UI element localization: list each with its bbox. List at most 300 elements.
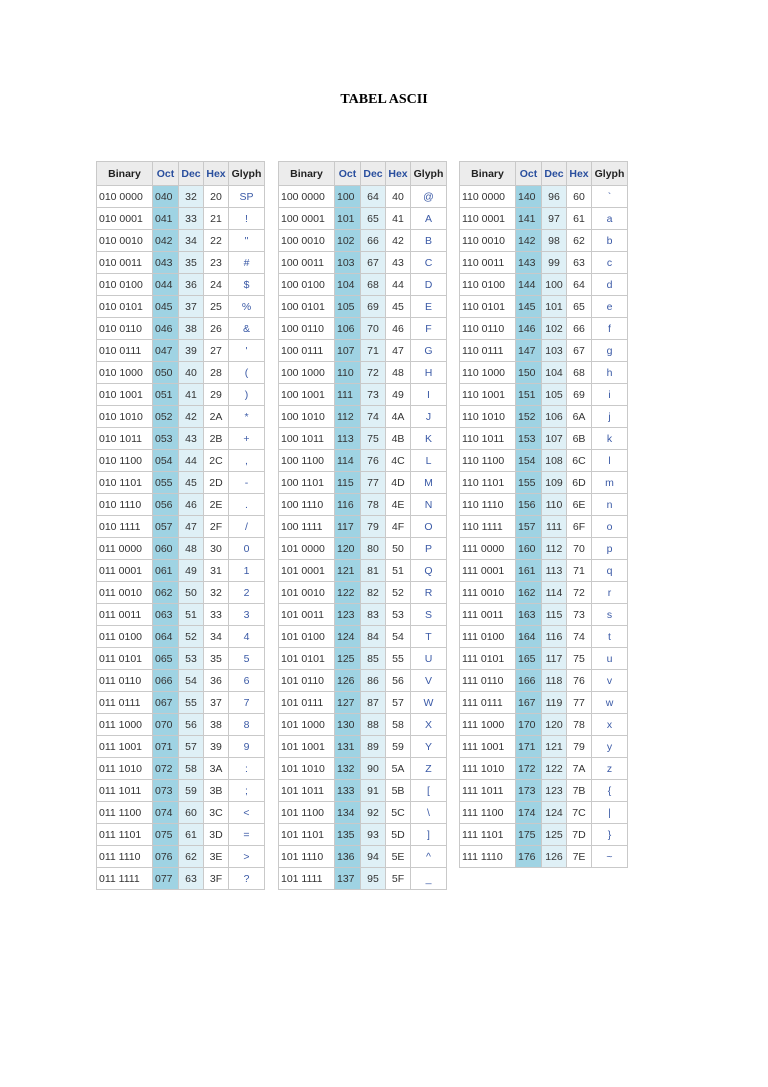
glyph-cell: E xyxy=(411,296,447,318)
table-row xyxy=(460,692,628,714)
binary-cell: 110 0011 xyxy=(460,252,516,274)
table-row xyxy=(97,340,265,362)
dec-cell: 55 xyxy=(179,692,204,714)
binary-cell: 110 0100 xyxy=(460,274,516,296)
table-row xyxy=(97,714,265,736)
binary-cell: 010 1010 xyxy=(97,406,153,428)
dec-cell: 83 xyxy=(361,604,386,626)
oct-cell: 112 xyxy=(335,406,361,428)
glyph-cell: ] xyxy=(411,824,447,846)
hex-cell: 76 xyxy=(567,670,592,692)
glyph-cell: p xyxy=(592,538,628,560)
oct-cell: 141 xyxy=(516,208,542,230)
dec-cell: 119 xyxy=(542,692,567,714)
oct-cell: 060 xyxy=(153,538,179,560)
binary-cell: 011 0111 xyxy=(97,692,153,714)
oct-cell: 100 xyxy=(335,186,361,208)
dec-cell: 66 xyxy=(361,230,386,252)
hex-cell: 28 xyxy=(204,362,229,384)
dec-cell: 125 xyxy=(542,824,567,846)
hex-cell: 4E xyxy=(386,494,411,516)
header-oct: Oct xyxy=(335,162,361,186)
binary-cell: 110 0101 xyxy=(460,296,516,318)
table-row xyxy=(97,252,265,274)
dec-cell: 93 xyxy=(361,824,386,846)
hex-cell: 66 xyxy=(567,318,592,340)
binary-cell: 101 0100 xyxy=(279,626,335,648)
binary-cell: 110 0010 xyxy=(460,230,516,252)
table-row xyxy=(460,560,628,582)
binary-cell: 110 1101 xyxy=(460,472,516,494)
hex-cell: 53 xyxy=(386,604,411,626)
dec-cell: 90 xyxy=(361,758,386,780)
table-row xyxy=(97,758,265,780)
dec-cell: 64 xyxy=(361,186,386,208)
glyph-cell: \ xyxy=(411,802,447,824)
dec-cell: 105 xyxy=(542,384,567,406)
oct-cell: 115 xyxy=(335,472,361,494)
dec-cell: 101 xyxy=(542,296,567,318)
table-row xyxy=(460,736,628,758)
table-header-row xyxy=(279,162,447,186)
oct-cell: 113 xyxy=(335,428,361,450)
binary-cell: 101 1001 xyxy=(279,736,335,758)
oct-cell: 144 xyxy=(516,274,542,296)
dec-cell: 59 xyxy=(179,780,204,802)
glyph-cell: u xyxy=(592,648,628,670)
table-row xyxy=(279,626,447,648)
binary-cell: 010 1011 xyxy=(97,428,153,450)
dec-cell: 45 xyxy=(179,472,204,494)
hex-cell: 47 xyxy=(386,340,411,362)
glyph-cell: ) xyxy=(229,384,265,406)
table-row xyxy=(279,494,447,516)
table-row xyxy=(460,296,628,318)
oct-cell: 174 xyxy=(516,802,542,824)
binary-cell: 111 1001 xyxy=(460,736,516,758)
glyph-cell: G xyxy=(411,340,447,362)
oct-cell: 045 xyxy=(153,296,179,318)
table-row xyxy=(97,582,265,604)
binary-cell: 100 1010 xyxy=(279,406,335,428)
glyph-cell: 1 xyxy=(229,560,265,582)
hex-cell: 20 xyxy=(204,186,229,208)
table-header-row xyxy=(460,162,628,186)
dec-cell: 73 xyxy=(361,384,386,406)
binary-cell: 111 0010 xyxy=(460,582,516,604)
hex-cell: 3F xyxy=(204,868,229,890)
hex-cell: 51 xyxy=(386,560,411,582)
table-row xyxy=(460,494,628,516)
binary-cell: 010 1000 xyxy=(97,362,153,384)
hex-cell: 52 xyxy=(386,582,411,604)
glyph-cell: 2 xyxy=(229,582,265,604)
oct-cell: 073 xyxy=(153,780,179,802)
hex-cell: 34 xyxy=(204,626,229,648)
binary-cell: 011 1000 xyxy=(97,714,153,736)
binary-cell: 011 0010 xyxy=(97,582,153,604)
hex-cell: 78 xyxy=(567,714,592,736)
binary-cell: 110 0001 xyxy=(460,208,516,230)
table-row xyxy=(97,670,265,692)
binary-cell: 010 0010 xyxy=(97,230,153,252)
dec-cell: 49 xyxy=(179,560,204,582)
table-row xyxy=(279,758,447,780)
oct-cell: 150 xyxy=(516,362,542,384)
oct-cell: 111 xyxy=(335,384,361,406)
oct-cell: 116 xyxy=(335,494,361,516)
hex-cell: 5C xyxy=(386,802,411,824)
glyph-cell: D xyxy=(411,274,447,296)
hex-cell: 4F xyxy=(386,516,411,538)
glyph-cell: % xyxy=(229,296,265,318)
dec-cell: 37 xyxy=(179,296,204,318)
glyph-cell: A xyxy=(411,208,447,230)
oct-cell: 101 xyxy=(335,208,361,230)
oct-cell: 105 xyxy=(335,296,361,318)
table-row xyxy=(460,780,628,802)
glyph-cell: k xyxy=(592,428,628,450)
hex-cell: 40 xyxy=(386,186,411,208)
hex-cell: 61 xyxy=(567,208,592,230)
dec-cell: 75 xyxy=(361,428,386,450)
dec-cell: 113 xyxy=(542,560,567,582)
hex-cell: 2F xyxy=(204,516,229,538)
dec-cell: 118 xyxy=(542,670,567,692)
header-glyph: Glyph xyxy=(592,162,628,186)
hex-cell: 71 xyxy=(567,560,592,582)
oct-cell: 165 xyxy=(516,648,542,670)
oct-cell: 131 xyxy=(335,736,361,758)
table-row xyxy=(279,428,447,450)
dec-cell: 102 xyxy=(542,318,567,340)
dec-cell: 39 xyxy=(179,340,204,362)
oct-cell: 040 xyxy=(153,186,179,208)
hex-cell: 4C xyxy=(386,450,411,472)
dec-cell: 76 xyxy=(361,450,386,472)
dec-cell: 111 xyxy=(542,516,567,538)
binary-cell: 010 1101 xyxy=(97,472,153,494)
binary-cell: 010 1100 xyxy=(97,450,153,472)
table-row xyxy=(460,230,628,252)
dec-cell: 46 xyxy=(179,494,204,516)
table-row xyxy=(97,626,265,648)
binary-cell: 111 0110 xyxy=(460,670,516,692)
oct-cell: 147 xyxy=(516,340,542,362)
binary-cell: 101 0111 xyxy=(279,692,335,714)
table-row xyxy=(97,186,265,208)
glyph-cell: B xyxy=(411,230,447,252)
hex-cell: 7D xyxy=(567,824,592,846)
binary-cell: 100 0001 xyxy=(279,208,335,230)
oct-cell: 142 xyxy=(516,230,542,252)
oct-cell: 114 xyxy=(335,450,361,472)
hex-cell: 60 xyxy=(567,186,592,208)
table-row xyxy=(97,384,265,406)
hex-cell: 65 xyxy=(567,296,592,318)
dec-cell: 67 xyxy=(361,252,386,274)
binary-cell: 010 1111 xyxy=(97,516,153,538)
oct-cell: 155 xyxy=(516,472,542,494)
binary-cell: 100 1110 xyxy=(279,494,335,516)
header-glyph: Glyph xyxy=(229,162,265,186)
table-row xyxy=(460,648,628,670)
oct-cell: 162 xyxy=(516,582,542,604)
glyph-cell: v xyxy=(592,670,628,692)
table-row xyxy=(460,824,628,846)
oct-cell: 125 xyxy=(335,648,361,670)
oct-cell: 136 xyxy=(335,846,361,868)
table-row xyxy=(460,384,628,406)
binary-cell: 101 0101 xyxy=(279,648,335,670)
binary-cell: 100 0010 xyxy=(279,230,335,252)
table-row xyxy=(279,318,447,340)
table-row xyxy=(97,274,265,296)
glyph-cell: ! xyxy=(229,208,265,230)
oct-cell: 122 xyxy=(335,582,361,604)
oct-cell: 042 xyxy=(153,230,179,252)
glyph-cell: J xyxy=(411,406,447,428)
glyph-cell: L xyxy=(411,450,447,472)
hex-cell: 6D xyxy=(567,472,592,494)
glyph-cell: ? xyxy=(229,868,265,890)
table-row xyxy=(460,758,628,780)
glyph-cell: 0 xyxy=(229,538,265,560)
hex-cell: 41 xyxy=(386,208,411,230)
hex-cell: 57 xyxy=(386,692,411,714)
binary-cell: 110 1000 xyxy=(460,362,516,384)
binary-cell: 111 1100 xyxy=(460,802,516,824)
binary-cell: 010 0111 xyxy=(97,340,153,362)
binary-cell: 101 0110 xyxy=(279,670,335,692)
dec-cell: 74 xyxy=(361,406,386,428)
dec-cell: 65 xyxy=(361,208,386,230)
binary-cell: 101 1000 xyxy=(279,714,335,736)
glyph-cell: & xyxy=(229,318,265,340)
dec-cell: 97 xyxy=(542,208,567,230)
oct-cell: 063 xyxy=(153,604,179,626)
hex-cell: 46 xyxy=(386,318,411,340)
hex-cell: 50 xyxy=(386,538,411,560)
hex-cell: 2C xyxy=(204,450,229,472)
glyph-cell: | xyxy=(592,802,628,824)
hex-cell: 73 xyxy=(567,604,592,626)
dec-cell: 60 xyxy=(179,802,204,824)
hex-cell: 56 xyxy=(386,670,411,692)
dec-cell: 42 xyxy=(179,406,204,428)
table-row xyxy=(279,340,447,362)
table-row xyxy=(279,582,447,604)
header-hex: Hex xyxy=(204,162,229,186)
table-row xyxy=(97,208,265,230)
table-row xyxy=(279,472,447,494)
oct-cell: 103 xyxy=(335,252,361,274)
glyph-cell: ^ xyxy=(411,846,447,868)
binary-cell: 011 0101 xyxy=(97,648,153,670)
ascii-table-1 xyxy=(96,161,265,890)
binary-cell: 100 0000 xyxy=(279,186,335,208)
oct-cell: 106 xyxy=(335,318,361,340)
table-row xyxy=(97,780,265,802)
hex-cell: 4A xyxy=(386,406,411,428)
glyph-cell: 8 xyxy=(229,714,265,736)
dec-cell: 36 xyxy=(179,274,204,296)
binary-cell: 011 1001 xyxy=(97,736,153,758)
dec-cell: 88 xyxy=(361,714,386,736)
glyph-cell: g xyxy=(592,340,628,362)
oct-cell: 051 xyxy=(153,384,179,406)
hex-cell: 4D xyxy=(386,472,411,494)
table-row xyxy=(460,604,628,626)
table-row xyxy=(279,384,447,406)
binary-cell: 011 0110 xyxy=(97,670,153,692)
table-row xyxy=(97,494,265,516)
glyph-cell: 5 xyxy=(229,648,265,670)
dec-cell: 86 xyxy=(361,670,386,692)
table-row xyxy=(279,538,447,560)
oct-cell: 047 xyxy=(153,340,179,362)
glyph-cell: 4 xyxy=(229,626,265,648)
dec-cell: 68 xyxy=(361,274,386,296)
table-row xyxy=(279,802,447,824)
dec-cell: 61 xyxy=(179,824,204,846)
dec-cell: 116 xyxy=(542,626,567,648)
dec-cell: 91 xyxy=(361,780,386,802)
hex-cell: 35 xyxy=(204,648,229,670)
glyph-cell: W xyxy=(411,692,447,714)
header-glyph: Glyph xyxy=(411,162,447,186)
binary-cell: 101 0001 xyxy=(279,560,335,582)
oct-cell: 154 xyxy=(516,450,542,472)
glyph-cell: t xyxy=(592,626,628,648)
dec-cell: 106 xyxy=(542,406,567,428)
hex-cell: 72 xyxy=(567,582,592,604)
table-row xyxy=(460,406,628,428)
table-header-row xyxy=(97,162,265,186)
table-row xyxy=(460,670,628,692)
table-row xyxy=(460,318,628,340)
dec-cell: 53 xyxy=(179,648,204,670)
oct-cell: 140 xyxy=(516,186,542,208)
glyph-cell: { xyxy=(592,780,628,802)
glyph-cell: V xyxy=(411,670,447,692)
oct-cell: 156 xyxy=(516,494,542,516)
table-row xyxy=(460,186,628,208)
table-row xyxy=(97,406,265,428)
table-row xyxy=(97,428,265,450)
table-row xyxy=(97,516,265,538)
table-row xyxy=(279,560,447,582)
binary-cell: 100 1000 xyxy=(279,362,335,384)
binary-cell: 101 1101 xyxy=(279,824,335,846)
hex-cell: 22 xyxy=(204,230,229,252)
glyph-cell: T xyxy=(411,626,447,648)
oct-cell: 133 xyxy=(335,780,361,802)
glyph-cell: ` xyxy=(592,186,628,208)
oct-cell: 104 xyxy=(335,274,361,296)
glyph-cell: : xyxy=(229,758,265,780)
glyph-cell: R xyxy=(411,582,447,604)
table-row xyxy=(279,846,447,868)
binary-cell: 111 0000 xyxy=(460,538,516,560)
binary-cell: 101 1010 xyxy=(279,758,335,780)
table-row xyxy=(460,252,628,274)
dec-cell: 108 xyxy=(542,450,567,472)
binary-cell: 100 0101 xyxy=(279,296,335,318)
hex-cell: 42 xyxy=(386,230,411,252)
oct-cell: 075 xyxy=(153,824,179,846)
table-row xyxy=(97,472,265,494)
table-row xyxy=(279,406,447,428)
oct-cell: 132 xyxy=(335,758,361,780)
hex-cell: 6A xyxy=(567,406,592,428)
oct-cell: 071 xyxy=(153,736,179,758)
dec-cell: 71 xyxy=(361,340,386,362)
table-row xyxy=(97,560,265,582)
hex-cell: 3E xyxy=(204,846,229,868)
glyph-cell: I xyxy=(411,384,447,406)
glyph-cell: > xyxy=(229,846,265,868)
table-row xyxy=(460,428,628,450)
glyph-cell: s xyxy=(592,604,628,626)
binary-cell: 010 0110 xyxy=(97,318,153,340)
glyph-cell: Z xyxy=(411,758,447,780)
glyph-cell: Y xyxy=(411,736,447,758)
table-row xyxy=(279,208,447,230)
hex-cell: 45 xyxy=(386,296,411,318)
hex-cell: 5E xyxy=(386,846,411,868)
dec-cell: 87 xyxy=(361,692,386,714)
hex-cell: 26 xyxy=(204,318,229,340)
oct-cell: 070 xyxy=(153,714,179,736)
dec-cell: 56 xyxy=(179,714,204,736)
glyph-cell: F xyxy=(411,318,447,340)
dec-cell: 103 xyxy=(542,340,567,362)
glyph-cell: x xyxy=(592,714,628,736)
dec-cell: 63 xyxy=(179,868,204,890)
binary-cell: 110 0111 xyxy=(460,340,516,362)
oct-cell: 151 xyxy=(516,384,542,406)
table-row xyxy=(460,472,628,494)
binary-cell: 110 0000 xyxy=(460,186,516,208)
glyph-cell: . xyxy=(229,494,265,516)
oct-cell: 046 xyxy=(153,318,179,340)
dec-cell: 107 xyxy=(542,428,567,450)
dec-cell: 124 xyxy=(542,802,567,824)
hex-cell: 5A xyxy=(386,758,411,780)
dec-cell: 80 xyxy=(361,538,386,560)
dec-cell: 98 xyxy=(542,230,567,252)
binary-cell: 011 0001 xyxy=(97,560,153,582)
table-row xyxy=(460,846,628,868)
glyph-cell: + xyxy=(229,428,265,450)
oct-cell: 127 xyxy=(335,692,361,714)
table-row xyxy=(279,692,447,714)
dec-cell: 123 xyxy=(542,780,567,802)
glyph-cell: M xyxy=(411,472,447,494)
hex-cell: 79 xyxy=(567,736,592,758)
binary-cell: 011 1100 xyxy=(97,802,153,824)
glyph-cell: / xyxy=(229,516,265,538)
table-row xyxy=(97,230,265,252)
table-row xyxy=(279,252,447,274)
hex-cell: 3B xyxy=(204,780,229,802)
oct-cell: 041 xyxy=(153,208,179,230)
glyph-cell: z xyxy=(592,758,628,780)
table-row xyxy=(97,824,265,846)
table-row xyxy=(460,208,628,230)
dec-cell: 38 xyxy=(179,318,204,340)
